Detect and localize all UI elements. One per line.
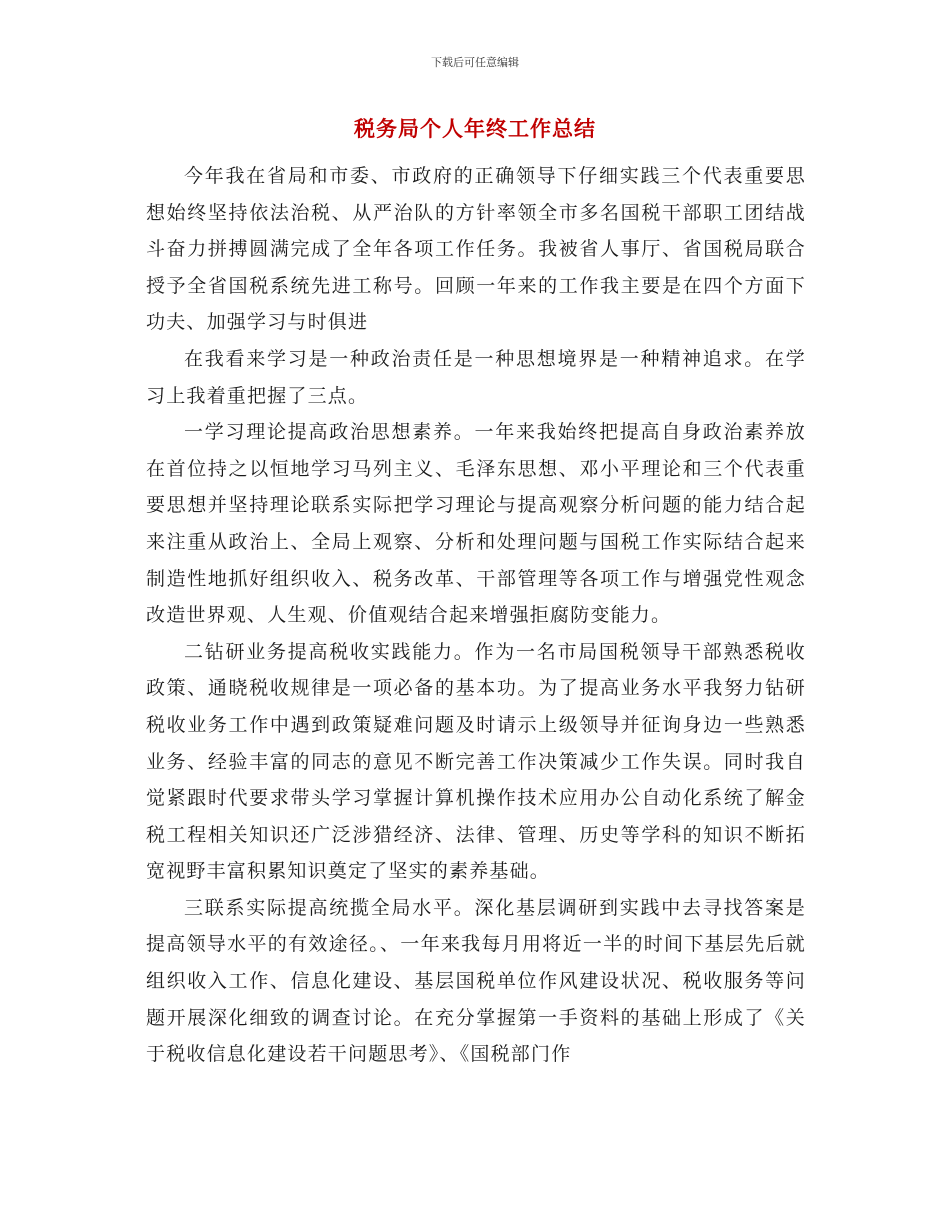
paragraph-intro: 今年我在省局和市委、市政府的正确领导下仔细实践三个代表重要思想始终坚持依法治税、从严治队的方针率领全市多名国税干部职工团结战斗奋力拼搏圆满完成了全年各项工作任务。我被省人事厅、省国税局联合授予全省国税系统先进工称号。回顾一年来的工作我主要是在四个方面下功夫、加强学习与时俱进 [146, 165, 806, 334]
document-title: 税务局个人年终工作总结 [354, 117, 596, 141]
paragraph-study: 在我看来学习是一种政治责任是一种思想境界是一种精神追求。在学习上我着重把握了三点。 [146, 347, 806, 407]
paragraph-practice: 三联系实际提高统揽全局水平。深化基层调研到实践中去寻找答案是提高领导水平的有效途径。、一年来我每月用将近一半的时间下基层先后就组织收入工作、信息化建设、基层国税单位作风建设状况、税收服务等问题开展深化细致的调查讨论。在充分掌握第一手资料的基础上形成了《关于税收信息化建设若干问题思考》、《国税部门作 [146, 896, 806, 1066]
paragraph-theory: 一学习理论提高政治思想素养。一年来我始终把提高自身政治素养放在首位持之以恒地学习马列主义、毛泽东思想、邓小平理论和三个代表重要思想并坚持理论联系实际把学习理论与提高观察分析问题的能力结合起来注重从政治上、全局上观察、分析和处理问题与国税工作实际结合起来制造性地抓好组织收入、税务改革、干部管理等各项工作与增强党性观念改造世界观、人生观、价值观结合起来增强拒腐防变能力。 [146, 421, 806, 627]
paragraph-business: 二钻研业务提高税收实践能力。作为一名市局国税领导干部熟悉税收政策、通晓税收规律是一项必备的基本功。为了提高业务水平我努力钻研税收业务工作中遇到政策疑难问题及时请示上级领导并征询身边一些熟悉业务、经验丰富的同志的意见不断完善工作决策减少工作失误。同时我自觉紧跟时代要求带头学习掌握计算机操作技术应用办公自动化系统了解金税工程相关知识还广泛涉猎经济、法律、管理、历史等学科的知识不断拓宽视野丰富积累知识奠定了坚实的素养基础。 [146, 640, 806, 883]
document-body [146, 158, 806, 1073]
header-note: 下载后可任意编辑 [431, 56, 519, 69]
